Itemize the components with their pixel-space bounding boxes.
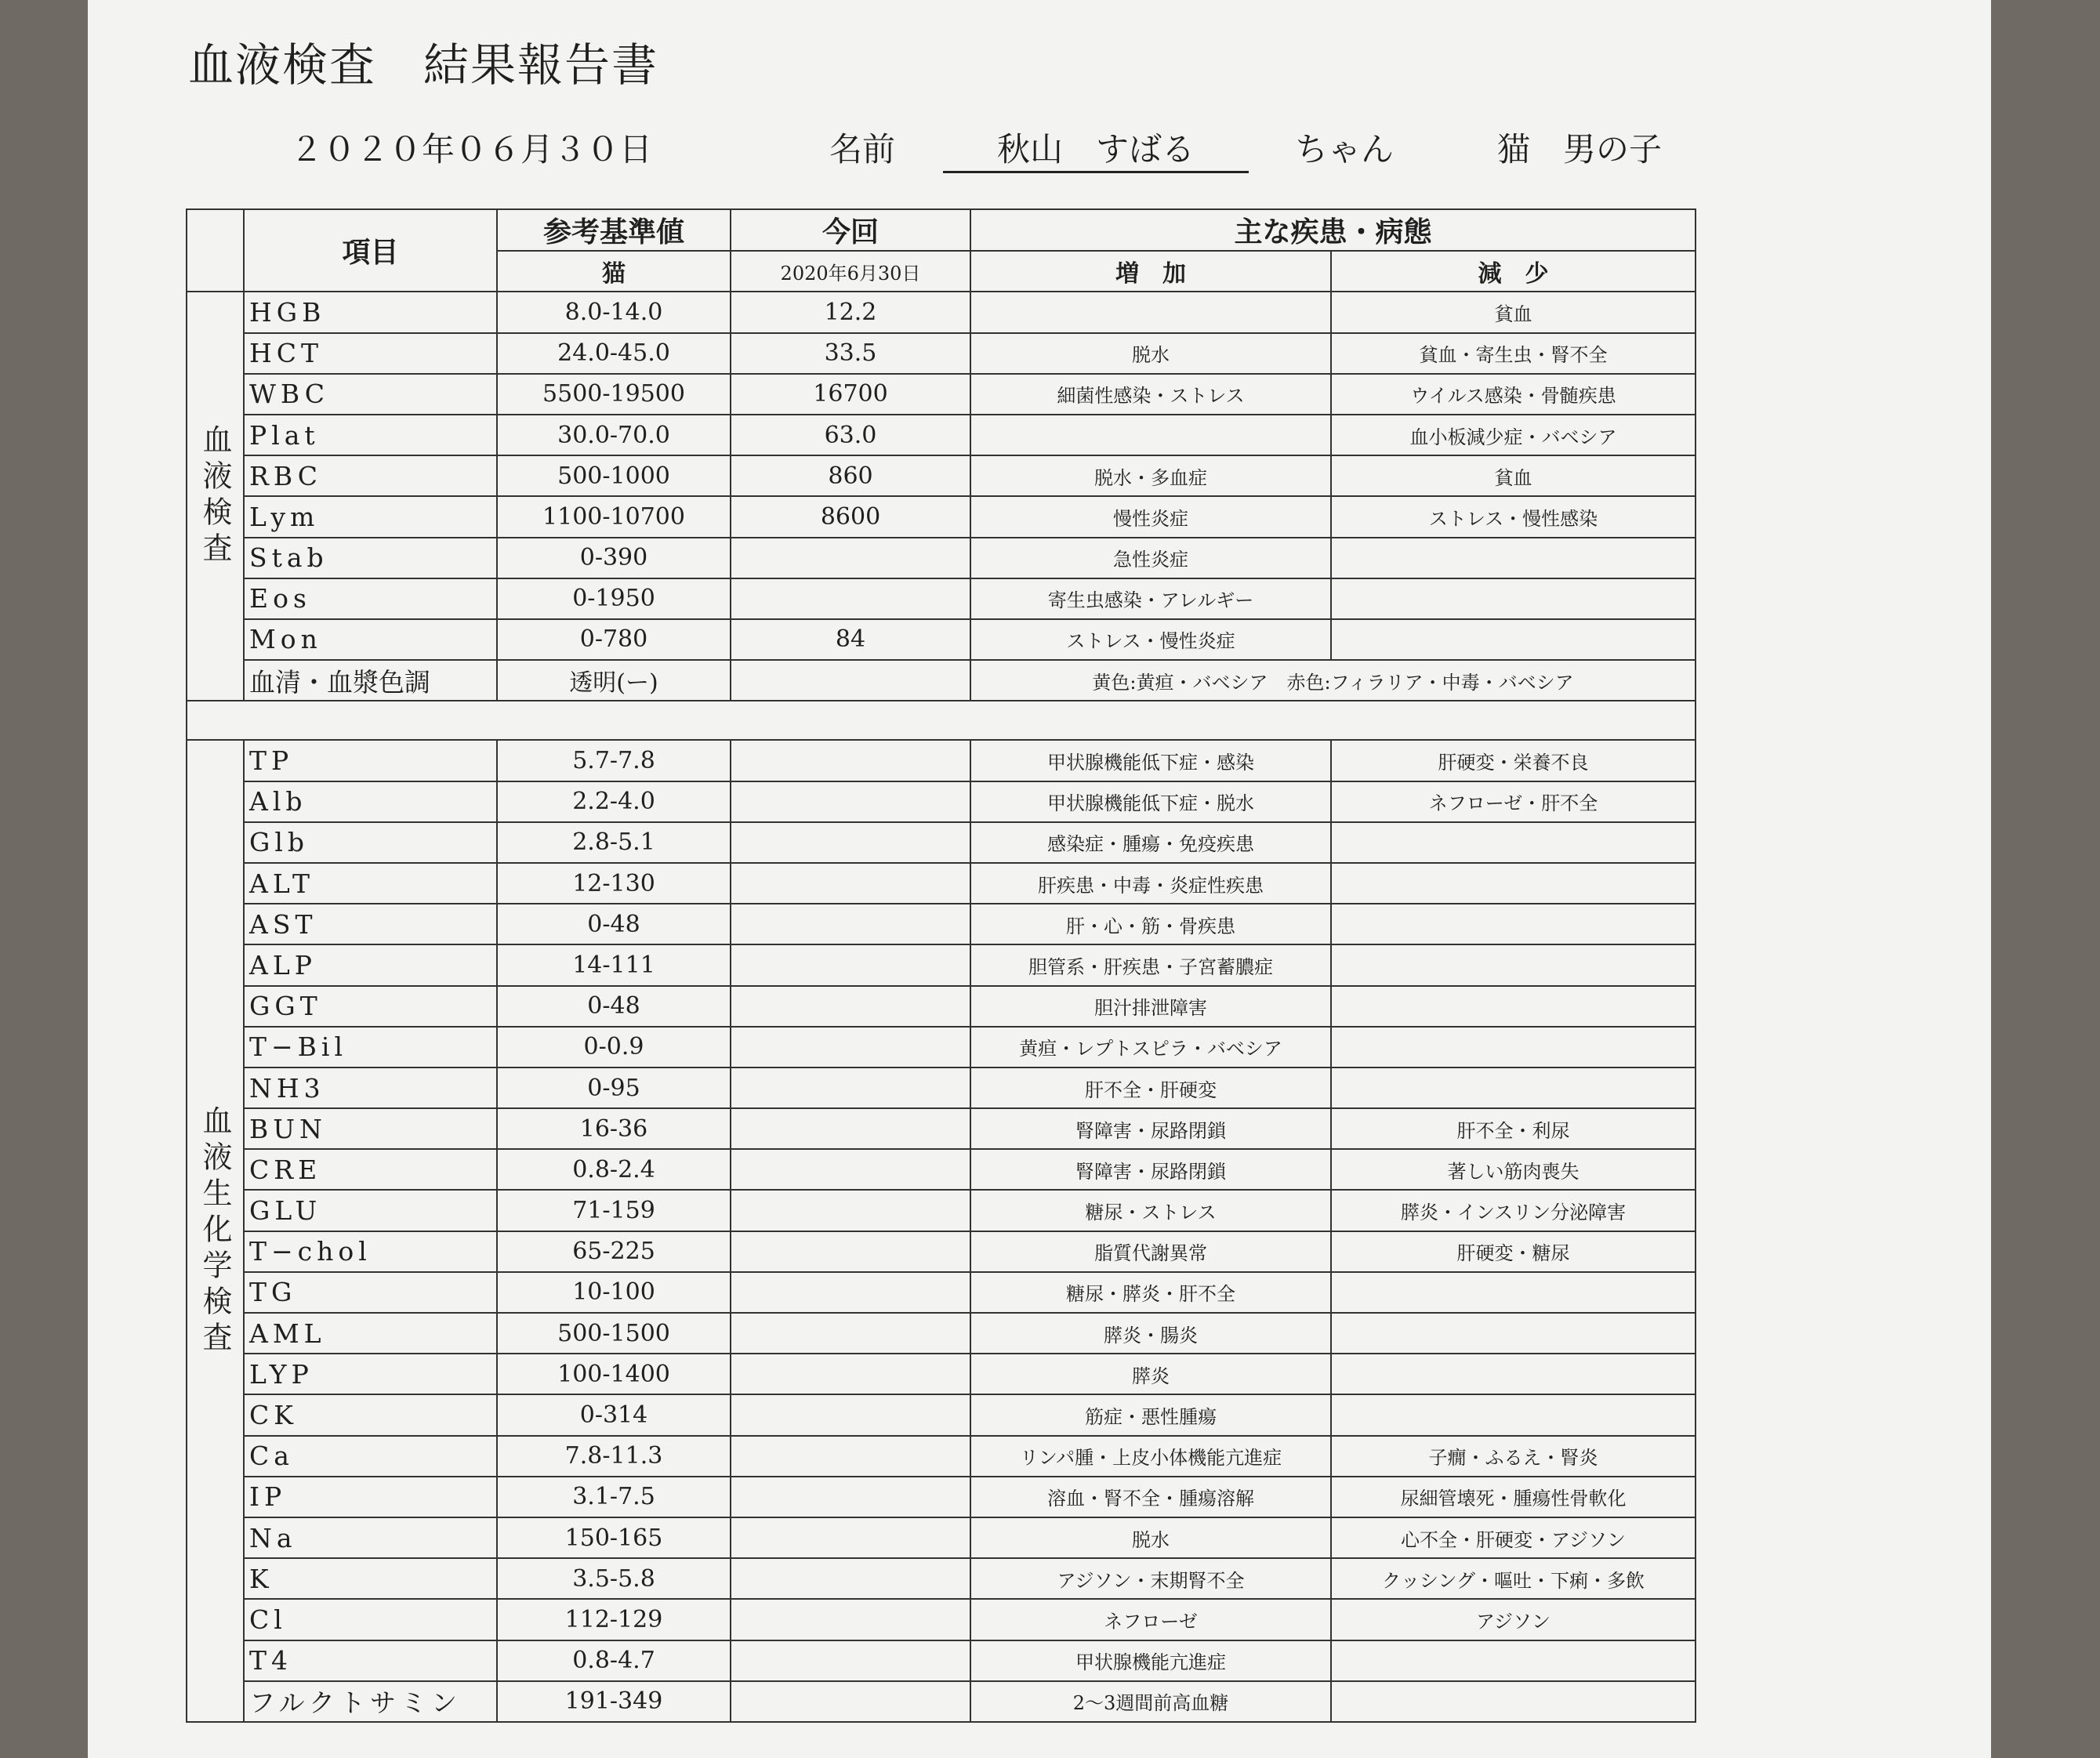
patient-info-row (290, 124, 1663, 179)
item-name: T−chol (244, 1231, 497, 1272)
reference-value: 2.2-4.0 (497, 781, 731, 822)
table-row (187, 1517, 1696, 1558)
reference-value: 191-349 (497, 1681, 731, 1722)
reference-value: 3.5-5.8 (497, 1558, 731, 1599)
item-name: GGT (244, 986, 497, 1027)
reference-value: 100-1400 (497, 1354, 731, 1394)
increase-cause: 脱水・多血症 (970, 455, 1331, 496)
table-row (187, 1599, 1696, 1640)
decrease-cause (1331, 1067, 1696, 1108)
item-name: K (244, 1558, 497, 1599)
decrease-cause: 肝硬変・糖尿 (1331, 1231, 1696, 1272)
item-name: NH3 (244, 1067, 497, 1108)
current-value (731, 1354, 970, 1394)
current-value: 63.0 (731, 415, 970, 455)
current-value (731, 986, 970, 1027)
current-value (731, 1190, 970, 1231)
item-name: RBC (244, 455, 497, 496)
decrease-cause: 尿細管壊死・腫瘍性骨軟化 (1331, 1477, 1696, 1517)
honorific: ちゃん (1295, 130, 1395, 169)
decrease-cause: 子癇・ふるえ・腎炎 (1331, 1436, 1696, 1477)
table-row (187, 1272, 1696, 1313)
table-row (187, 1313, 1696, 1354)
reference-value: 0-390 (497, 538, 731, 578)
reference-value: 112-129 (497, 1599, 731, 1640)
section-spacer (187, 701, 1696, 740)
table-row (187, 455, 1696, 496)
table-row (187, 1108, 1696, 1149)
decrease-cause (1331, 904, 1696, 944)
decrease-cause (1331, 619, 1696, 660)
item-name: BUN (244, 1108, 497, 1149)
increase-cause (970, 292, 1331, 332)
decrease-cause (1331, 1027, 1696, 1067)
header-increase: 増 加 (970, 251, 1331, 292)
report-title: 血液検査 結果報告書 (188, 38, 659, 92)
table-row (187, 1394, 1696, 1435)
reference-value: 8.0-14.0 (497, 292, 731, 332)
reference-value: 24.0-45.0 (497, 333, 731, 374)
table-row (187, 904, 1696, 944)
table-row (187, 1640, 1696, 1681)
header-reference: 参考基準値 (497, 209, 731, 251)
current-value (731, 863, 970, 904)
item-name: HGB (244, 292, 497, 332)
item-name: Stab (244, 538, 497, 578)
table-row (187, 944, 1696, 985)
current-value (731, 1272, 970, 1313)
increase-cause: 甲状腺機能低下症・感染 (970, 740, 1331, 781)
reference-value: 3.1-7.5 (497, 1477, 731, 1517)
decrease-cause: ネフローゼ・肝不全 (1331, 781, 1696, 822)
increase-cause: 感染症・腫瘍・免疫疾患 (970, 822, 1331, 863)
decrease-cause (1331, 1313, 1696, 1354)
increase-cause: 筋症・悪性腫瘍 (970, 1394, 1331, 1435)
increase-cause: 肝・心・筋・骨疾患 (970, 904, 1331, 944)
decrease-cause (1331, 822, 1696, 863)
item-name: GLU (244, 1190, 497, 1231)
current-value: 860 (731, 455, 970, 496)
results-table (186, 208, 1696, 1723)
increase-cause: 肝不全・肝硬変 (970, 1067, 1331, 1108)
item-name: Na (244, 1517, 497, 1558)
increase-cause: 寄生虫感染・アレルギー (970, 578, 1331, 619)
increase-cause: リンパ腫・上皮小体機能亢進症 (970, 1436, 1331, 1477)
current-value (731, 1108, 970, 1149)
increase-cause: 脂質代謝異常 (970, 1231, 1331, 1272)
item-name: Ca (244, 1436, 497, 1477)
item-name: Cl (244, 1599, 497, 1640)
increase-cause: 胆管系・肝疾患・子宮蓄膿症 (970, 944, 1331, 985)
increase-cause: 脱水 (970, 1517, 1331, 1558)
decrease-cause: ウイルス感染・骨髄疾患 (1331, 374, 1696, 415)
item-name: Alb (244, 781, 497, 822)
table-row (187, 1149, 1696, 1190)
results-table-body (187, 209, 1696, 1722)
current-value (731, 944, 970, 985)
reference-value: 0.8-2.4 (497, 1149, 731, 1190)
reference-value: 71-159 (497, 1190, 731, 1231)
header-reference-species: 猫 (497, 251, 731, 292)
current-value (731, 1231, 970, 1272)
serum-row (187, 660, 1696, 701)
reference-value: 150-165 (497, 1517, 731, 1558)
report-date: ２０２０年０６月３０日 (290, 130, 653, 169)
decrease-cause: 貧血 (1331, 292, 1696, 332)
current-value (731, 1436, 970, 1477)
header-decrease: 減 少 (1331, 251, 1696, 292)
increase-cause: 急性炎症 (970, 538, 1331, 578)
serum-color-note: 黄色:黄疸・バベシア 赤色:フィラリア・中毒・バベシア (970, 660, 1696, 701)
table-row (187, 415, 1696, 455)
item-name: HCT (244, 333, 497, 374)
current-value (731, 1681, 970, 1722)
current-value (731, 822, 970, 863)
item-name: Eos (244, 578, 497, 619)
decrease-cause (1331, 538, 1696, 578)
table-row (187, 496, 1696, 537)
decrease-cause (1331, 1272, 1696, 1313)
header-item: 項目 (244, 209, 497, 292)
reference-value: 0-0.9 (497, 1027, 731, 1067)
table-row (187, 740, 1696, 781)
decrease-cause (1331, 986, 1696, 1027)
table-row (187, 822, 1696, 863)
increase-cause: 黄疸・レプトスピラ・バベシア (970, 1027, 1331, 1067)
reference-value: 0-48 (497, 904, 731, 944)
table-row (187, 1231, 1696, 1272)
increase-cause: 甲状腺機能亢進症 (970, 1640, 1331, 1681)
decrease-cause: ストレス・慢性感染 (1331, 496, 1696, 537)
reference-value: 5500-19500 (497, 374, 731, 415)
current-value: 8600 (731, 496, 970, 537)
item-name: ALP (244, 944, 497, 985)
decrease-cause: 心不全・肝硬変・アジソン (1331, 1517, 1696, 1558)
reference-value: 12-130 (497, 863, 731, 904)
item-name: CK (244, 1394, 497, 1435)
increase-cause: 腎障害・尿路閉鎖 (970, 1108, 1331, 1149)
decrease-cause: アジソン (1331, 1599, 1696, 1640)
current-value (731, 1477, 970, 1517)
decrease-cause (1331, 1354, 1696, 1394)
current-value (731, 740, 970, 781)
table-row (187, 1477, 1696, 1517)
reference-value: 0-95 (497, 1067, 731, 1108)
reference-value: 0-780 (497, 619, 731, 660)
item-name: ALT (244, 863, 497, 904)
current-value (731, 1599, 970, 1640)
current-value: 12.2 (731, 292, 970, 332)
item-name: 血清・血漿色調 (244, 660, 497, 701)
reference-value: 1100-10700 (497, 496, 731, 537)
species-sex: 猫 男の子 (1497, 130, 1663, 169)
decrease-cause: 著しい筋肉喪失 (1331, 1149, 1696, 1190)
table-row (187, 292, 1696, 332)
item-name: AML (244, 1313, 497, 1354)
current-value (731, 578, 970, 619)
header-diseases: 主な疾患・病態 (970, 209, 1696, 251)
reference-value: 65-225 (497, 1231, 731, 1272)
current-value: 16700 (731, 374, 970, 415)
decrease-cause (1331, 944, 1696, 985)
decrease-cause (1331, 578, 1696, 619)
increase-cause: 2〜3週間前高血糖 (970, 1681, 1331, 1722)
name-label: 名前 (829, 130, 896, 169)
item-name: LYP (244, 1354, 497, 1394)
decrease-cause (1331, 1681, 1696, 1722)
increase-cause: 細菌性感染・ストレス (970, 374, 1331, 415)
item-name: TP (244, 740, 497, 781)
current-value (731, 1558, 970, 1599)
current-value (731, 1640, 970, 1681)
table-row (187, 374, 1696, 415)
reference-value: 10-100 (497, 1272, 731, 1313)
reference-value: 透明(ー) (497, 660, 731, 701)
item-name: IP (244, 1477, 497, 1517)
table-row (187, 1027, 1696, 1067)
table-row (187, 333, 1696, 374)
table-row (187, 986, 1696, 1027)
patient-name: 秋山 すばる (943, 124, 1249, 173)
increase-cause: 膵炎・腸炎 (970, 1313, 1331, 1354)
decrease-cause: 肝不全・利尿 (1331, 1108, 1696, 1149)
item-name: AST (244, 904, 497, 944)
table-row (187, 1558, 1696, 1599)
current-value (731, 1394, 970, 1435)
increase-cause: 溶血・腎不全・腫瘍溶解 (970, 1477, 1331, 1517)
current-value (731, 538, 970, 578)
increase-cause: 糖尿・膵炎・肝不全 (970, 1272, 1331, 1313)
item-name: TG (244, 1272, 497, 1313)
reference-value: 30.0-70.0 (497, 415, 731, 455)
table-row (187, 1067, 1696, 1108)
reference-value: 0-48 (497, 986, 731, 1027)
table-row (187, 863, 1696, 904)
reference-value: 0-314 (497, 1394, 731, 1435)
item-name: Mon (244, 619, 497, 660)
reference-value: 5.7-7.8 (497, 740, 731, 781)
current-value (731, 1313, 970, 1354)
item-name: Lym (244, 496, 497, 537)
decrease-cause: 血小板減少症・バベシア (1331, 415, 1696, 455)
item-name: T4 (244, 1640, 497, 1681)
reference-value: 0-1950 (497, 578, 731, 619)
table-row (187, 1190, 1696, 1231)
reference-value: 500-1000 (497, 455, 731, 496)
current-value (731, 904, 970, 944)
item-name: Plat (244, 415, 497, 455)
header-current-date: 2020年6月30日 (731, 251, 970, 292)
decrease-cause: 膵炎・インスリン分泌障害 (1331, 1190, 1696, 1231)
increase-cause: 肝疾患・中毒・炎症性疾患 (970, 863, 1331, 904)
item-name: フルクトサミン (244, 1681, 497, 1722)
header-current: 今回 (731, 209, 970, 251)
header-row (187, 209, 1696, 251)
table-row (187, 578, 1696, 619)
decrease-cause: 貧血・寄生虫・腎不全 (1331, 333, 1696, 374)
decrease-cause (1331, 1640, 1696, 1681)
table-row (187, 538, 1696, 578)
section-spacer-row (187, 701, 1696, 740)
increase-cause: 慢性炎症 (970, 496, 1331, 537)
increase-cause: 腎障害・尿路閉鎖 (970, 1149, 1331, 1190)
current-value (731, 660, 970, 701)
current-value (731, 1517, 970, 1558)
table-row (187, 1436, 1696, 1477)
table-row (187, 781, 1696, 822)
increase-cause: ストレス・慢性炎症 (970, 619, 1331, 660)
item-name: WBC (244, 374, 497, 415)
header-blank-cell (187, 209, 244, 292)
increase-cause: 膵炎 (970, 1354, 1331, 1394)
decrease-cause (1331, 863, 1696, 904)
reference-value: 500-1500 (497, 1313, 731, 1354)
decrease-cause (1331, 1394, 1696, 1435)
reference-value: 0.8-4.7 (497, 1640, 731, 1681)
item-name: CRE (244, 1149, 497, 1190)
reference-value: 16-36 (497, 1108, 731, 1149)
reference-value: 7.8-11.3 (497, 1436, 731, 1477)
increase-cause: ネフローゼ (970, 1599, 1331, 1640)
decrease-cause: 肝硬変・栄養不良 (1331, 740, 1696, 781)
current-value: 84 (731, 619, 970, 660)
item-name: T−Bil (244, 1027, 497, 1067)
increase-cause: 糖尿・ストレス (970, 1190, 1331, 1231)
increase-cause (970, 415, 1331, 455)
category-biochem-test: 血液生化学検査 (187, 740, 244, 1722)
increase-cause: 甲状腺機能低下症・脱水 (970, 781, 1331, 822)
current-value: 33.5 (731, 333, 970, 374)
increase-cause: アジソン・末期腎不全 (970, 1558, 1331, 1599)
item-name: Glb (244, 822, 497, 863)
current-value (731, 781, 970, 822)
category-blood-test: 血液検査 (187, 292, 244, 701)
reference-value: 2.8-5.1 (497, 822, 731, 863)
reference-value: 14-111 (497, 944, 731, 985)
current-value (731, 1027, 970, 1067)
increase-cause: 脱水 (970, 333, 1331, 374)
increase-cause: 胆汁排泄障害 (970, 986, 1331, 1027)
decrease-cause: 貧血 (1331, 455, 1696, 496)
decrease-cause: クッシング・嘔吐・下痢・多飲 (1331, 1558, 1696, 1599)
current-value (731, 1149, 970, 1190)
table-row (187, 1354, 1696, 1394)
table-row (187, 619, 1696, 660)
current-value (731, 1067, 970, 1108)
table-row (187, 1681, 1696, 1722)
